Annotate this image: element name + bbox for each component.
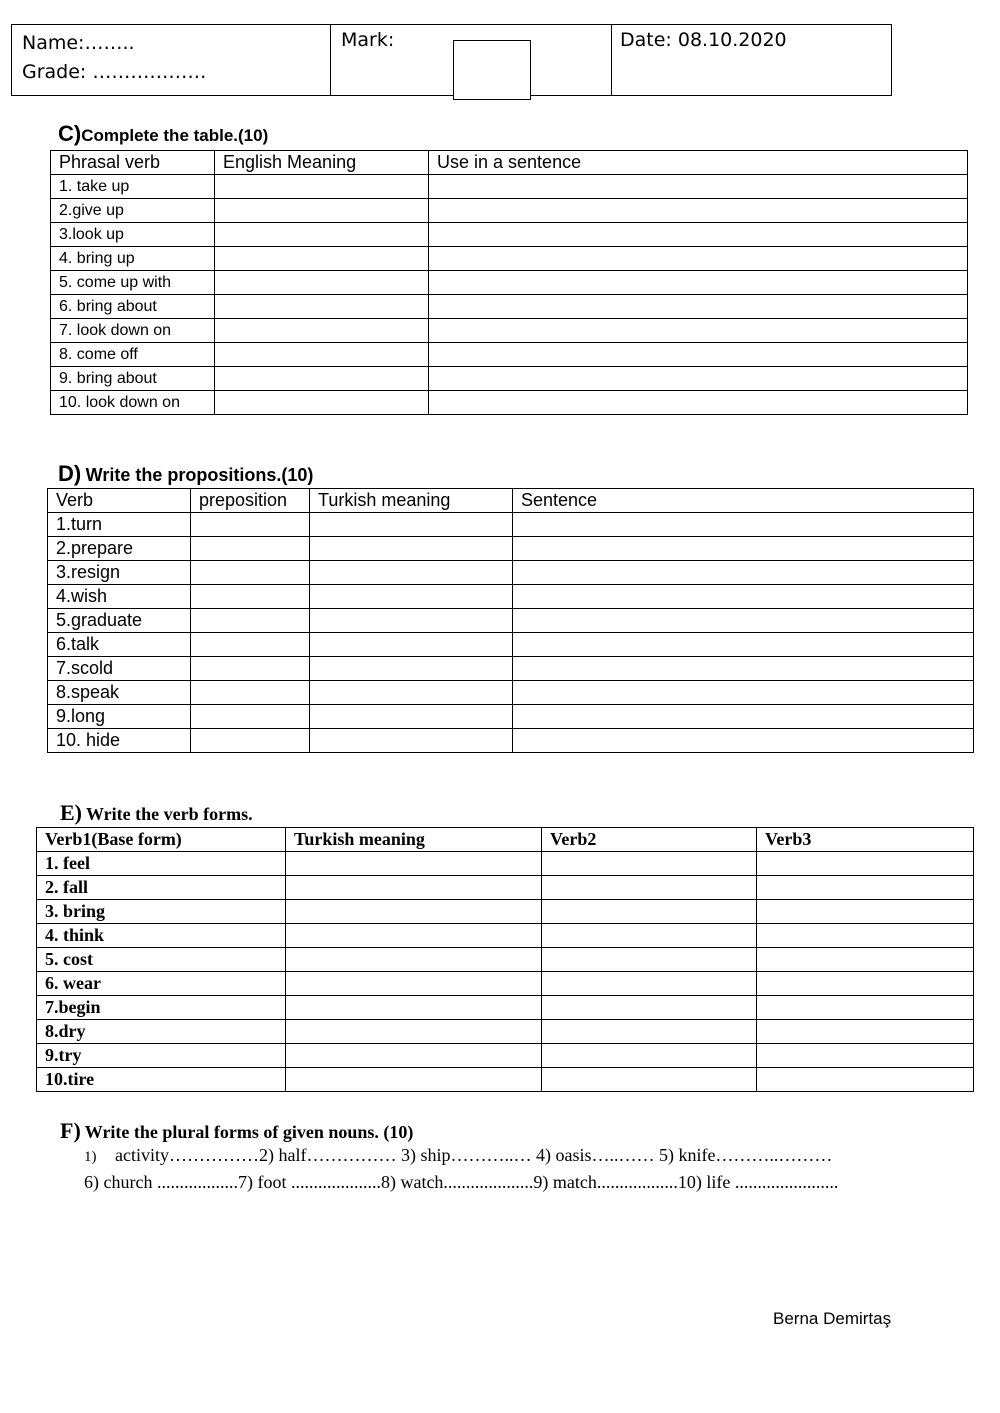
answer-cell[interactable]: [215, 391, 429, 415]
answer-cell[interactable]: [429, 175, 968, 199]
answer-cell[interactable]: [757, 876, 974, 900]
table-row: [48, 705, 974, 729]
row-label: 4.wish: [48, 585, 191, 609]
row-label: 8.speak: [48, 681, 191, 705]
answer-cell[interactable]: [191, 609, 310, 633]
answer-cell[interactable]: [542, 972, 757, 996]
plural-nouns-line-2: 6) church ..................7) foot ....................8) watch....................9) match..................10) life .......................: [84, 1172, 839, 1192]
answer-cell[interactable]: [191, 537, 310, 561]
answer-cell[interactable]: [542, 900, 757, 924]
date-label: Date: 08.10.2020: [620, 29, 787, 51]
answer-cell[interactable]: [757, 1044, 974, 1068]
row-label: 9.long: [48, 705, 191, 729]
section-f-letter: F): [60, 1118, 81, 1143]
answer-cell[interactable]: [215, 319, 429, 343]
table-header-row: [48, 489, 974, 513]
author-name: Berna Demirtaş: [773, 1309, 892, 1328]
table-row: [37, 900, 974, 924]
name-field[interactable]: Name:……..: [22, 32, 135, 54]
table-row: [48, 585, 974, 609]
table-row: [37, 1068, 974, 1092]
answer-cell[interactable]: [513, 513, 974, 537]
column-header: Verb1(Base form): [37, 828, 286, 852]
section-c-title: Complete the table.(10): [81, 126, 269, 145]
answer-cell[interactable]: [429, 271, 968, 295]
table-header-row: [37, 828, 974, 852]
answer-cell[interactable]: [513, 585, 974, 609]
table-row: [37, 996, 974, 1020]
table-row: [51, 343, 968, 367]
column-header: Sentence: [513, 489, 974, 513]
section-e-letter: E): [60, 800, 82, 825]
table-row: [51, 223, 968, 247]
answer-cell[interactable]: [310, 633, 513, 657]
answer-cell[interactable]: [191, 705, 310, 729]
table-row: [37, 876, 974, 900]
table-row: [48, 537, 974, 561]
answer-cell[interactable]: [310, 681, 513, 705]
answer-cell[interactable]: [310, 729, 513, 753]
section-f-heading: [60, 1118, 413, 1144]
table-header-row: [51, 151, 968, 175]
answer-cell[interactable]: [429, 319, 968, 343]
section-c-heading: [58, 121, 268, 147]
section-e-heading: [60, 800, 253, 826]
row-label: 6. bring about: [51, 295, 215, 319]
row-label: 2. fall: [37, 876, 286, 900]
answer-cell[interactable]: [310, 609, 513, 633]
answer-cell[interactable]: [191, 681, 310, 705]
answer-cell[interactable]: [542, 996, 757, 1020]
header-box: [11, 24, 892, 96]
column-header: Use in a sentence: [429, 151, 968, 175]
row-label: 3.resign: [48, 561, 191, 585]
table-row: [51, 175, 968, 199]
column-header: Turkish meaning: [286, 828, 542, 852]
answer-cell[interactable]: [215, 295, 429, 319]
grade-field[interactable]: Grade: ………………: [22, 61, 207, 83]
table-row: [48, 561, 974, 585]
column-header: Verb2: [542, 828, 757, 852]
column-header: preposition: [191, 489, 310, 513]
table-row: [51, 295, 968, 319]
plural-nouns-text: activity……………2) half…………… 3) ship………..… 4) oasis…..…… 5) knife………..………: [115, 1145, 833, 1165]
row-label: 2.prepare: [48, 537, 191, 561]
answer-cell[interactable]: [429, 247, 968, 271]
answer-cell[interactable]: [310, 513, 513, 537]
answer-cell[interactable]: [310, 705, 513, 729]
answer-cell[interactable]: [429, 343, 968, 367]
column-header: English Meaning: [215, 151, 429, 175]
answer-cell[interactable]: [513, 537, 974, 561]
table-row: [51, 319, 968, 343]
answer-cell[interactable]: [542, 852, 757, 876]
row-label: 7.begin: [37, 996, 286, 1020]
table-row: [37, 852, 974, 876]
row-label: 10. hide: [48, 729, 191, 753]
answer-cell[interactable]: [542, 1068, 757, 1092]
table-row: [51, 367, 968, 391]
table-row: [37, 1020, 974, 1044]
plural-nouns-line-1: [84, 1145, 832, 1166]
phrasal-verb-table: [50, 150, 968, 415]
column-header: Verb: [48, 489, 191, 513]
answer-cell[interactable]: [542, 1044, 757, 1068]
answer-cell[interactable]: [513, 633, 974, 657]
answer-cell[interactable]: [310, 537, 513, 561]
answer-cell[interactable]: [310, 561, 513, 585]
section-e-title: Write the verb forms.: [86, 804, 253, 824]
table-row: [48, 513, 974, 537]
row-label: 9. bring about: [51, 367, 215, 391]
name-grade-cell: [12, 25, 331, 95]
column-header: Phrasal verb: [51, 151, 215, 175]
answer-cell[interactable]: [757, 972, 974, 996]
row-label: 6. wear: [37, 972, 286, 996]
answer-cell[interactable]: [542, 948, 757, 972]
table-row: [48, 609, 974, 633]
answer-cell[interactable]: [191, 585, 310, 609]
answer-cell[interactable]: [513, 609, 974, 633]
answer-cell[interactable]: [757, 1020, 974, 1044]
table-row: [48, 729, 974, 753]
answer-cell[interactable]: [215, 223, 429, 247]
table-row: [48, 657, 974, 681]
answer-cell[interactable]: [286, 1068, 542, 1092]
answer-cell[interactable]: [286, 876, 542, 900]
date-cell: [612, 25, 893, 95]
answer-cell[interactable]: [310, 585, 513, 609]
answer-cell[interactable]: [191, 657, 310, 681]
answer-cell[interactable]: [286, 996, 542, 1020]
table-row: [37, 972, 974, 996]
row-label: 7.scold: [48, 657, 191, 681]
table-row: [51, 391, 968, 415]
preposition-table: [47, 488, 974, 753]
answer-cell[interactable]: [286, 852, 542, 876]
table-row: [48, 633, 974, 657]
answer-cell[interactable]: [286, 1020, 542, 1044]
verb-forms-table: [36, 827, 974, 1092]
answer-cell[interactable]: [757, 924, 974, 948]
row-label: 5. come up with: [51, 271, 215, 295]
row-label: 10. look down on: [51, 391, 215, 415]
answer-cell[interactable]: [513, 729, 974, 753]
answer-cell[interactable]: [542, 876, 757, 900]
answer-cell[interactable]: [542, 1020, 757, 1044]
row-label: 6.talk: [48, 633, 191, 657]
answer-cell[interactable]: [429, 295, 968, 319]
table-row: [51, 247, 968, 271]
answer-cell[interactable]: [310, 657, 513, 681]
row-label: 7. look down on: [51, 319, 215, 343]
row-label: 3.look up: [51, 223, 215, 247]
answer-cell[interactable]: [191, 561, 310, 585]
item-number: 1): [84, 1149, 97, 1165]
mark-label: Mark:: [341, 29, 395, 51]
row-label: 1. take up: [51, 175, 215, 199]
answer-cell[interactable]: [286, 972, 542, 996]
table-row: [51, 199, 968, 223]
answer-cell[interactable]: [215, 175, 429, 199]
answer-cell[interactable]: [757, 996, 974, 1020]
answer-cell[interactable]: [215, 343, 429, 367]
answer-cell[interactable]: [513, 657, 974, 681]
answer-cell[interactable]: [286, 900, 542, 924]
table-row: [37, 924, 974, 948]
section-d-title: Write the propositions.(10): [85, 465, 314, 485]
answer-cell[interactable]: [513, 561, 974, 585]
answer-cell[interactable]: [513, 681, 974, 705]
answer-cell[interactable]: [757, 900, 974, 924]
section-c-letter: C): [58, 121, 82, 146]
mark-input-box[interactable]: [453, 40, 531, 100]
answer-cell[interactable]: [215, 247, 429, 271]
row-label: 1.turn: [48, 513, 191, 537]
answer-cell[interactable]: [757, 852, 974, 876]
table-row: [37, 948, 974, 972]
row-label: 5.graduate: [48, 609, 191, 633]
table-row: [37, 1044, 974, 1068]
answer-cell[interactable]: [757, 1068, 974, 1092]
row-label: 9.try: [37, 1044, 286, 1068]
answer-cell[interactable]: [542, 924, 757, 948]
row-label: 4. bring up: [51, 247, 215, 271]
answer-cell[interactable]: [191, 513, 310, 537]
answer-cell[interactable]: [429, 391, 968, 415]
column-header: Turkish meaning: [310, 489, 513, 513]
table-row: [48, 681, 974, 705]
answer-cell[interactable]: [215, 271, 429, 295]
row-label: 8.dry: [37, 1020, 286, 1044]
column-header: Verb3: [757, 828, 974, 852]
answer-cell[interactable]: [513, 705, 974, 729]
row-label: 2.give up: [51, 199, 215, 223]
section-f-title: Write the plural forms of given nouns. (10): [84, 1122, 414, 1142]
row-label: 8. come off: [51, 343, 215, 367]
row-label: 4. think: [37, 924, 286, 948]
section-d-letter: D): [58, 461, 82, 486]
answer-cell[interactable]: [286, 1044, 542, 1068]
answer-cell[interactable]: [191, 633, 310, 657]
answer-cell[interactable]: [429, 223, 968, 247]
answer-cell[interactable]: [757, 948, 974, 972]
answer-cell[interactable]: [191, 729, 310, 753]
answer-cell[interactable]: [286, 924, 542, 948]
row-label: 10.tire: [37, 1068, 286, 1092]
answer-cell[interactable]: [215, 367, 429, 391]
answer-cell[interactable]: [429, 367, 968, 391]
row-label: 5. cost: [37, 948, 286, 972]
section-d-heading: [58, 461, 313, 487]
answer-cell[interactable]: [215, 199, 429, 223]
answer-cell[interactable]: [429, 199, 968, 223]
row-label: 3. bring: [37, 900, 286, 924]
answer-cell[interactable]: [286, 948, 542, 972]
row-label: 1. feel: [37, 852, 286, 876]
table-row: [51, 271, 968, 295]
